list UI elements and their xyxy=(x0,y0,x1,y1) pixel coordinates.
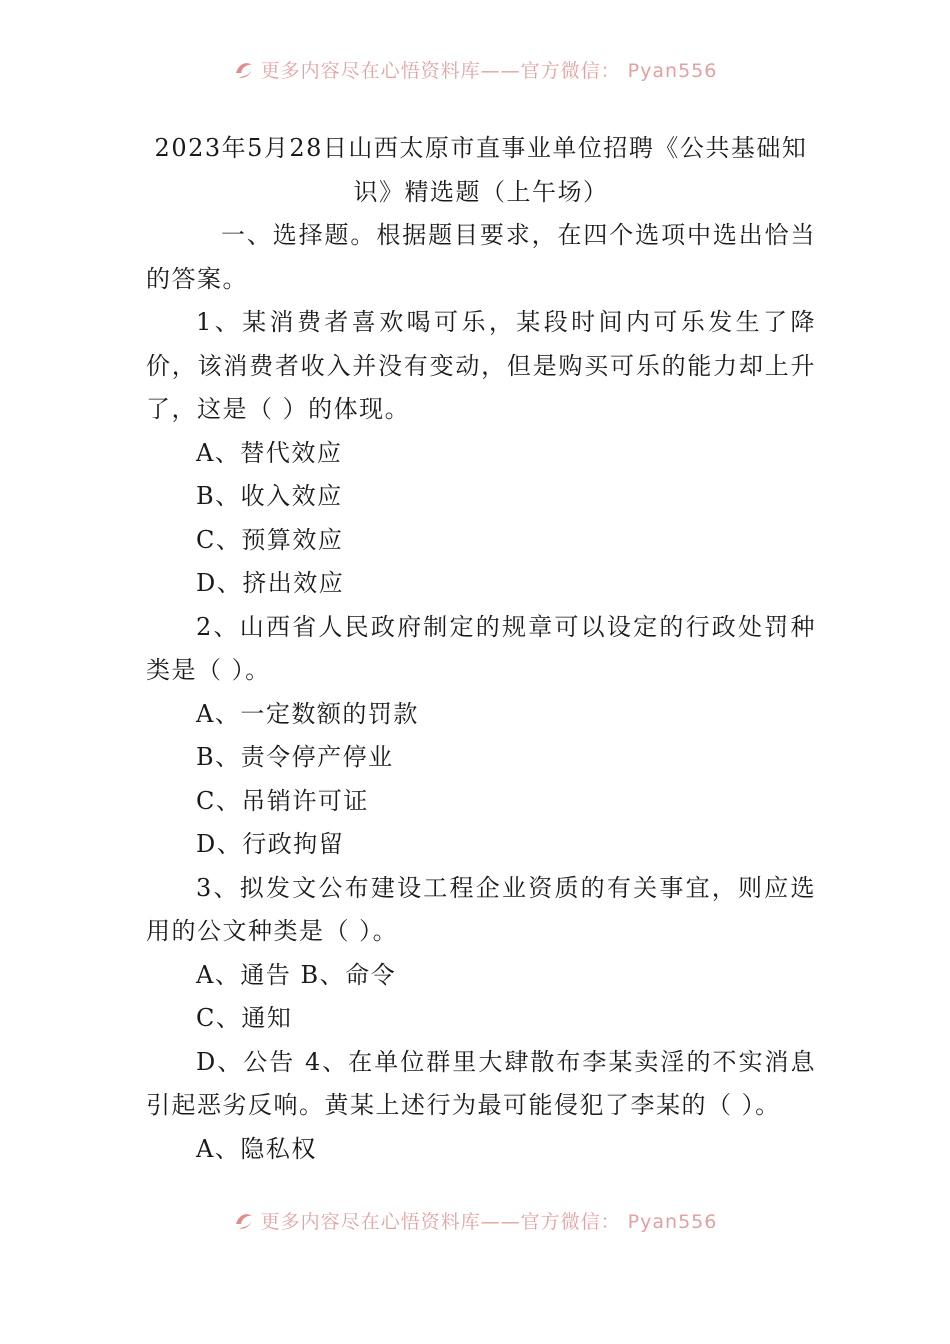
option-a: A、一定数额的罚款 xyxy=(196,699,419,728)
option-c: C、吊销许可证 xyxy=(196,786,369,815)
brand-logo-icon xyxy=(233,59,255,81)
option-d: D、挤出效应 xyxy=(196,569,345,597)
question-4 xyxy=(146,1041,816,1172)
option-c: C、通知 xyxy=(196,1004,293,1032)
question-stem: 1、某消费者喜欢喝可乐，某段时间内可乐发生了降价，该消费者收入并没有变动，但是购买可乐的能力却上升了，这是（ ）的体现。 xyxy=(146,308,816,423)
option-a: A、替代效应 xyxy=(196,438,343,467)
option-b: B、收入效应 xyxy=(196,482,343,510)
section-heading: 一、选择题。根据题目要求，在四个选项中选出恰当的答案。 xyxy=(146,221,816,293)
question-stem: D、公告 4、在单位群里大肆散布李某卖淫的不实消息引起恶劣反响。黄某上述行为最可能侵犯了李某的（ ）。 xyxy=(146,1047,816,1119)
question-2 xyxy=(146,606,816,867)
watermark-text: 更多内容尽在心悟资料库——官方微信： Pyan556 xyxy=(260,1211,718,1233)
document-body xyxy=(146,126,816,1171)
footer-watermark xyxy=(0,1209,950,1235)
header-watermark xyxy=(0,58,950,84)
question-3 xyxy=(146,867,816,1041)
option-d: D、行政拘留 xyxy=(196,830,345,858)
question-stem: 2、山西省人民政府制定的规章可以设定的行政处罚种类是（ ）。 xyxy=(146,612,816,684)
question-1 xyxy=(146,301,816,606)
brand-logo-icon xyxy=(233,1210,255,1232)
option-c: C、预算效应 xyxy=(196,525,344,554)
document-title: 2023年5月28日山西太原市直事业单位招聘《公共基础知识》精选题（上午场） xyxy=(154,134,808,206)
watermark-text: 更多内容尽在心悟资料库——官方微信： Pyan556 xyxy=(260,60,718,82)
option-a: A、隐私权 xyxy=(196,1134,317,1163)
option-b: B、责令停产停业 xyxy=(196,743,394,771)
option-a-b: A、通告 B、命令 xyxy=(196,960,397,989)
question-stem: 3、拟发文公布建设工程企业资质的有关事宜，则应选用的公文种类是（ ）。 xyxy=(146,873,816,945)
